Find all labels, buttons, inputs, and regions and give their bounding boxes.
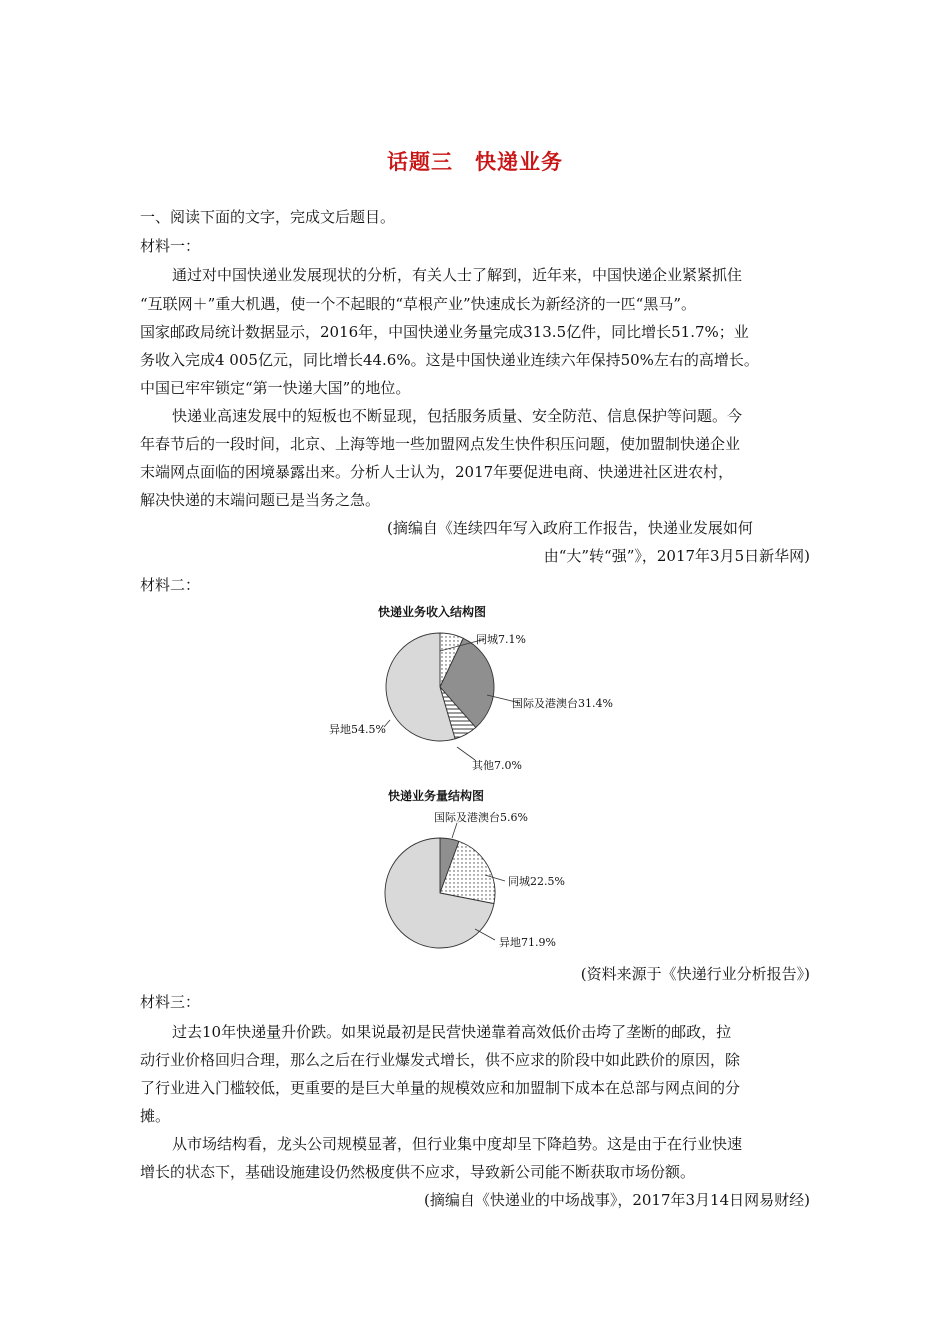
page-title: 话题三 快递业务 (387, 150, 563, 174)
material1-line: 解决快递的末端问题已是当务之急。 (140, 491, 381, 509)
chart1-title: 快递业务收入结构图 (378, 605, 487, 619)
material3-line: 从市场结构看，龙头公司规模显著，但行业集中度却呈下降趋势。这是由于在行业快速 (172, 1135, 743, 1153)
material2-label: 材料二： (140, 576, 201, 594)
material1-label: 材料一： (140, 237, 201, 255)
pie1-label-other: 其他7.0% (472, 759, 522, 772)
chart2-title: 快递业务量结构图 (388, 789, 485, 803)
material3-line: 动行业价格回归合理，那么之后在行业爆发式增长，供不应求的阶段中如此跌价的原因，除 (140, 1051, 741, 1069)
material3-line: 过去10年快递量升价跌。如果说最初是民营快递靠着高效低价击垮了垄断的邮政，拉 (172, 1023, 732, 1041)
pie1-label-tongcheng: 同城7.1% (476, 633, 526, 646)
material1-line: 末端网点面临的困境暴露出来。分析人士认为，2017年要促进电商、快递进社区进农村， (140, 463, 734, 481)
material1-line: 中国已牢牢锁定“第一快递大国”的地位。 (140, 379, 411, 397)
material3-label: 材料三： (140, 993, 201, 1011)
material1-line: “互联网＋”重大机遇，使一个不起眼的“草根产业”快速成长为新经济的一匹“黑马”。 (140, 295, 697, 313)
material3-line: 增长的状态下，基础设施建设仍然极度供不应求，导致新公司能不断获取市场份额。 (140, 1163, 696, 1181)
question-intro: 一、阅读下面的文字，完成文后题目。 (140, 208, 396, 226)
material1-line: 国家邮政局统计数据显示，2016年，中国快递业务量完成313.5亿件，同比增长51.7%；业 (140, 323, 749, 341)
pie2-label-tongcheng: 同城22.5% (508, 875, 565, 888)
chart2-pie (300, 805, 660, 965)
material3-line: 了行业进入门槛较低，更重要的是巨大单量的规模效应和加盟制下成本在总部与网点间的分 (140, 1079, 741, 1097)
material1-line: 快递业高速发展中的短板也不断显现，包括服务质量、安全防范、信息保护等问题。今 (172, 407, 743, 425)
material1-line: 年春节后的一段时间，北京、上海等地一些加盟网点发生快件积压问题，使加盟制快递企业 (140, 435, 741, 453)
material2-source: (资料来源于《快递行业分析报告》) (580, 965, 810, 983)
material1-source: 由“大”转“强”》，2017年3月5日新华网) (543, 547, 810, 565)
material1-line: 通过对中国快递业发展现状的分析，有关人士了解到，近年来，中国快递企业紧紧抓住 (172, 266, 743, 284)
material1-source: (摘编自《连续四年写入政府工作报告，快递业发展如何 (387, 519, 753, 537)
pie2-label-yidi: 异地71.9% (499, 936, 556, 949)
chart1-pie (300, 615, 660, 785)
pie2-label-international: 国际及港澳台5.6% (434, 811, 528, 824)
material3-line: 摊。 (140, 1107, 171, 1125)
material3-source: (摘编自《快递业的中场战事》，2017年3月14日网易财经) (423, 1191, 810, 1209)
material1-line: 务收入完成4 005亿元，同比增长44.6%。这是中国快递业连续六年保持50%左右的高增长。 (140, 351, 759, 369)
pie1-label-yidi: 异地54.5% (329, 723, 386, 736)
pie1-label-international: 国际及港澳台31.4% (512, 697, 613, 710)
